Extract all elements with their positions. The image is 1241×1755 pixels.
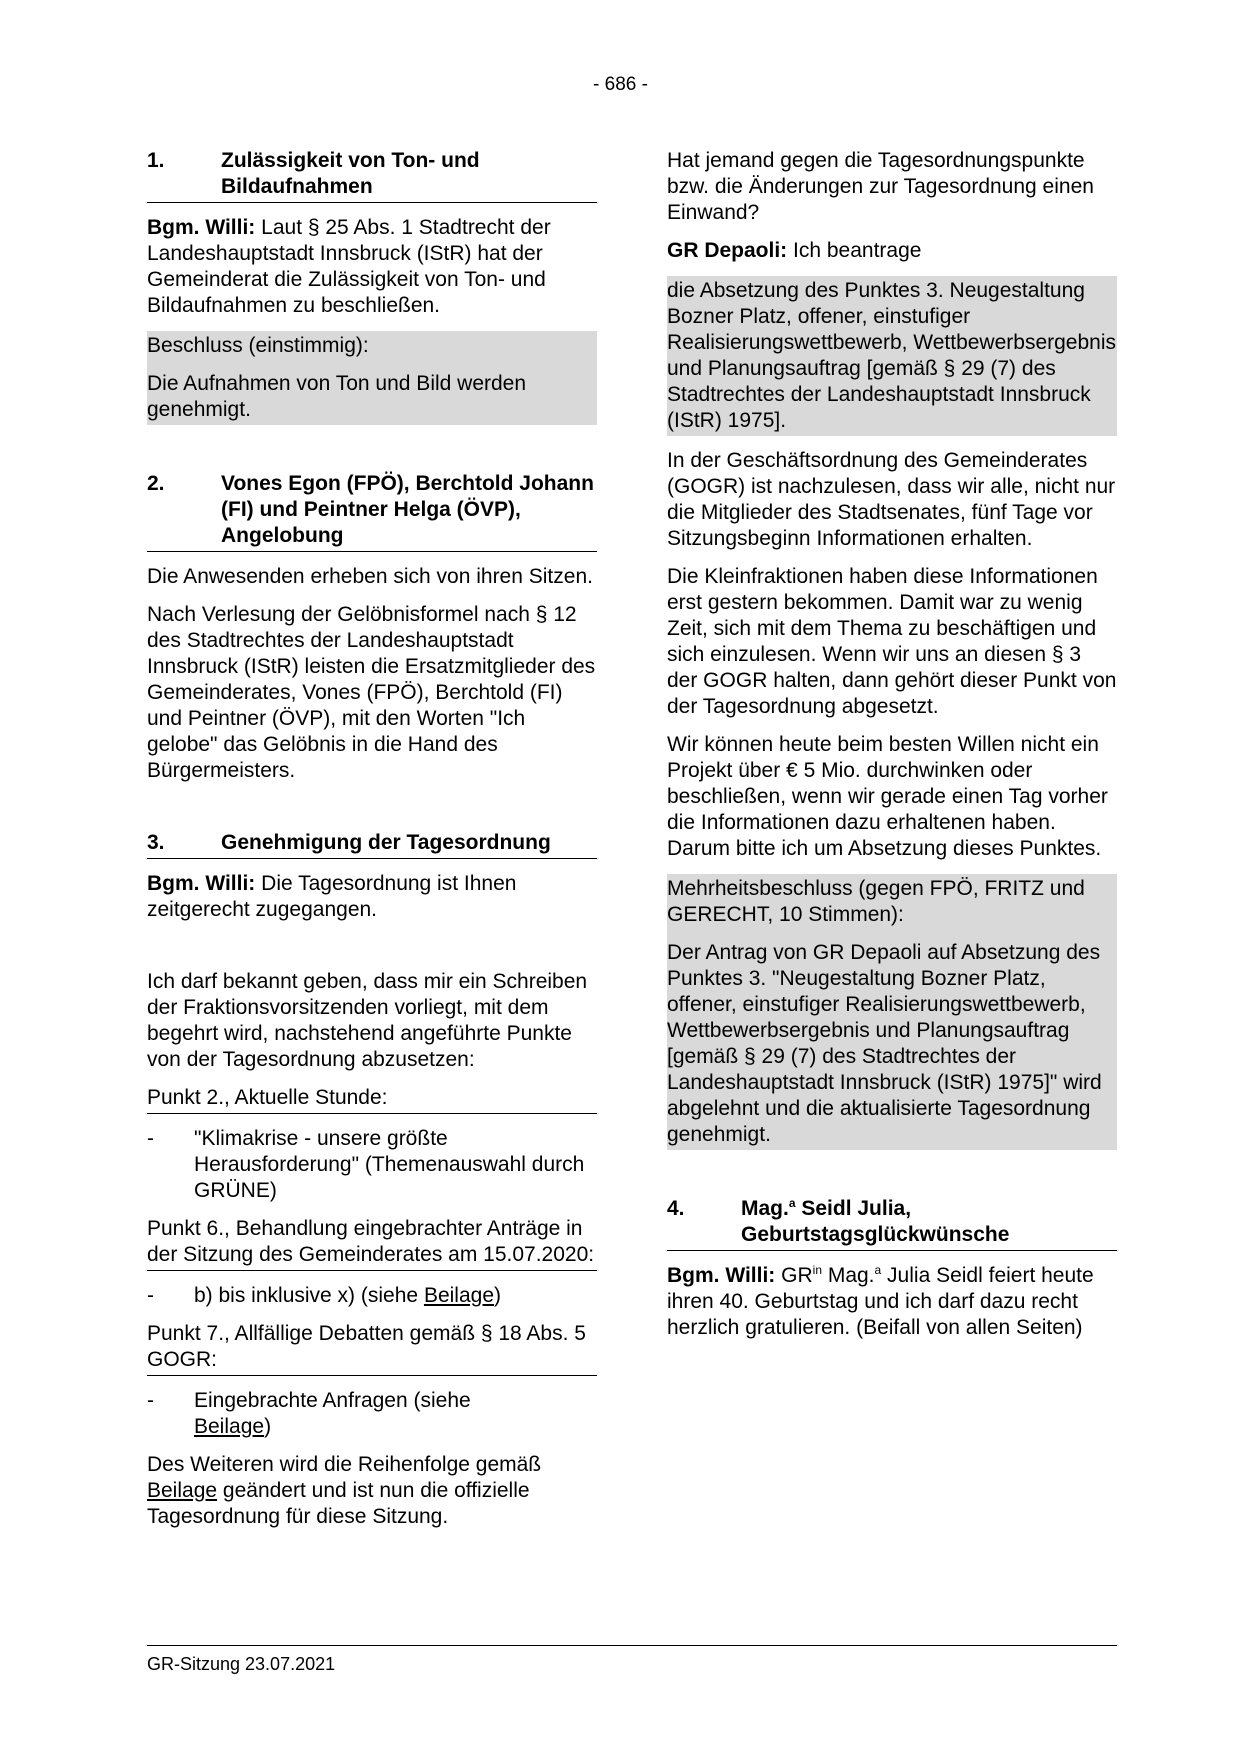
paragraph: In der Geschäftsordnung des Gemeinderates (GOGR) ist nachzulesen, dass wir alle, nicht nur die Mitglieder des Stadtsenates, fünf Tage vor Sitzungsbeginn Informationen erhalten. [667, 449, 1116, 550]
speech-text: Laut § 25 Abs. 1 Stadtrecht der Landeshauptstadt Innsbruck (IStR) hat der Gemeinderat die Zulässigkeit von Ton- und Bildaufnahmen zu beschließen. [147, 216, 551, 317]
agenda-item-label: Punkt 6., Behandlung eingebrachter Anträge in der Sitzung des Gemeinderates am 15.07.2020: [147, 1216, 597, 1271]
section-4-heading [667, 1196, 1117, 1251]
footer-session-date: GR-Sitzung 23.07.2021 [147, 1654, 336, 1674]
section-number: 3. [147, 831, 165, 854]
paragraph: Die Kleinfraktionen haben diese Informationen erst gestern bekommen. Damit war zu wenig Zeit, sich mit dem Thema zu beschäftigen und sich einzulesen. Wenn wir uns an diesen § 3 der GOGR halten, dann gehört dieser Punkt von der Tagesordnung abgesetzt. [667, 565, 1117, 718]
paragraph: Die Anwesenden erheben sich von ihren Sitzen. [147, 565, 593, 588]
list-item-text: b) bis inklusive x) (siehe Beilage) [194, 1284, 501, 1307]
section-title: Vones Egon (FPÖ), Berchtold Johann (FI) und Peintner Helga (ÖVP), Angelobung [221, 472, 594, 547]
agenda-item-label: Punkt 7., Allfällige Debatten gemäß § 18 Abs. 5 GOGR: [147, 1321, 597, 1376]
beilage-link[interactable]: Beilage [194, 1415, 265, 1438]
section-title: Zulässigkeit von Ton- und Bildaufnahmen [221, 149, 480, 198]
list-item-text: Eingebrachte Anfragen (siehe Beilage) [194, 1389, 471, 1438]
beilage-link[interactable]: Beilage [147, 1479, 218, 1502]
motion-box [667, 276, 1117, 436]
agenda-item-label: Punkt 2., Aktuelle Stunde: [147, 1085, 597, 1114]
section-title: Genehmigung der Tagesordnung [221, 831, 551, 854]
left-column [147, 148, 597, 1542]
section-number: 1. [147, 149, 165, 172]
dash-bullet: - [147, 1127, 154, 1150]
section-1-heading [147, 148, 597, 203]
footer-divider [147, 1645, 1117, 1646]
paragraph: Wir können heute beim besten Willen nicht ein Projekt über € 5 Mio. durchwinken oder beschließen, wenn wir gerade einen Tag vorher die Informationen dazu erhaltenen haben. Darum bitte ich um Absetzung dieses Punktes. [667, 733, 1108, 860]
speech-paragraph [667, 238, 1117, 264]
section-number: 2. [147, 472, 165, 495]
speech-paragraph [147, 871, 597, 923]
page-number: - 686 - [593, 74, 648, 95]
speaker-name: Bgm. Willi: [147, 872, 256, 895]
resolution-label: Beschluss (einstimmig): [147, 334, 369, 357]
beilage-link[interactable]: Beilage [423, 1284, 494, 1307]
resolution-text: Der Antrag von GR Depaoli auf Absetzung des Punktes 3. "Neugestaltung Bozner Platz, offener, einstufiger Realisierungswettbewerb, Wettbewerbsergebnis und Planungsauftrag [gemäß § 29 (7) des Stadtrechtes der Landeshauptstadt Innsbruck (IStR) 1975]" wird abgelehnt und die aktualisierte Tagesordnung genehmigt. [667, 941, 1102, 1146]
paragraph: Nach Verlesung der Gelöbnisformel nach § 12 des Stadtrechtes der Landeshauptstadt Innsbruck (IStR) leisten die Ersatzmitglieder des Gemeinderates, Vones (FPÖ), Berchtold (FI) und Peintner (ÖVP), mit den Worten "Ich gelobe" das Gelöbnis in die Hand des Bürgermeisters. [147, 603, 596, 782]
right-column [667, 148, 1117, 1353]
dash-bullet: - [147, 1389, 154, 1412]
motion-text: die Absetzung des Punktes 3. Neugestaltung Bozner Platz, offener, einstufiger Realisierungswettbewerb, Wettbewerbsergebnis und Planungsauftrag [gemäß § 29 (7) des Stadtrechtes der Landeshauptstadt Innsbruck (IStR) 1975]. [667, 279, 1117, 432]
resolution-label: Mehrheitsbeschluss (gegen FPÖ, FRITZ und GERECHT, 10 Stimmen): [667, 877, 1085, 926]
list-item [147, 1283, 597, 1309]
section-2-heading [147, 471, 597, 552]
list-item-text: "Klimakrise - unsere größte Herausforderung" (Themenauswahl durch GRÜNE) [194, 1127, 585, 1202]
list-item [147, 1126, 597, 1204]
paragraph: Hat jemand gegen die Tagesordnungspunkte bzw. die Änderungen zur Tagesordnung einen Einwand? [667, 149, 1094, 224]
section-3-heading [147, 830, 597, 859]
paragraph: Ich darf bekannt geben, dass mir ein Schreiben der Fraktionsvorsitzenden vorliegt, mit dem begehrt wird, nachstehend angeführte Punkte von der Tagesordnung abzusetzen: [147, 970, 588, 1071]
list-item [147, 1388, 597, 1440]
speaker-name: GR Depaoli: [667, 239, 788, 262]
speech-paragraph: Bgm. Willi: $GR^{in}$ Mag.$^a$ Julia Seidl feiert heute ihren 40. Geburtstag und ich darf dazu recht herzlich gratulieren. (Beifall von allen Seiten) [667, 1263, 1094, 1339]
speech-paragraph [147, 215, 597, 319]
section-title: Mag.$^a$ Seidl Julia, Geburtstagsglückwünsche [741, 1196, 1010, 1246]
speaker-name: Bgm. Willi: [667, 1264, 776, 1287]
paragraph: Des Weiteren wird die Reihenfolge gemäß Beilage geändert und ist nun die offizielle Tagesordnung für diese Sitzung. [147, 1453, 542, 1528]
resolution-text: Die Aufnahmen von Ton und Bild werden genehmigt. [147, 372, 527, 421]
dash-bullet: - [147, 1284, 154, 1307]
speech-text: Die Tagesordnung ist Ihnen zeitgerecht zugegangen. [147, 872, 517, 921]
resolution-box [667, 874, 1117, 1150]
speaker-name: Bgm. Willi: [147, 216, 256, 239]
section-number: 4. [667, 1197, 685, 1220]
speech-text: Ich beantrage [793, 239, 922, 262]
resolution-box [147, 331, 597, 425]
